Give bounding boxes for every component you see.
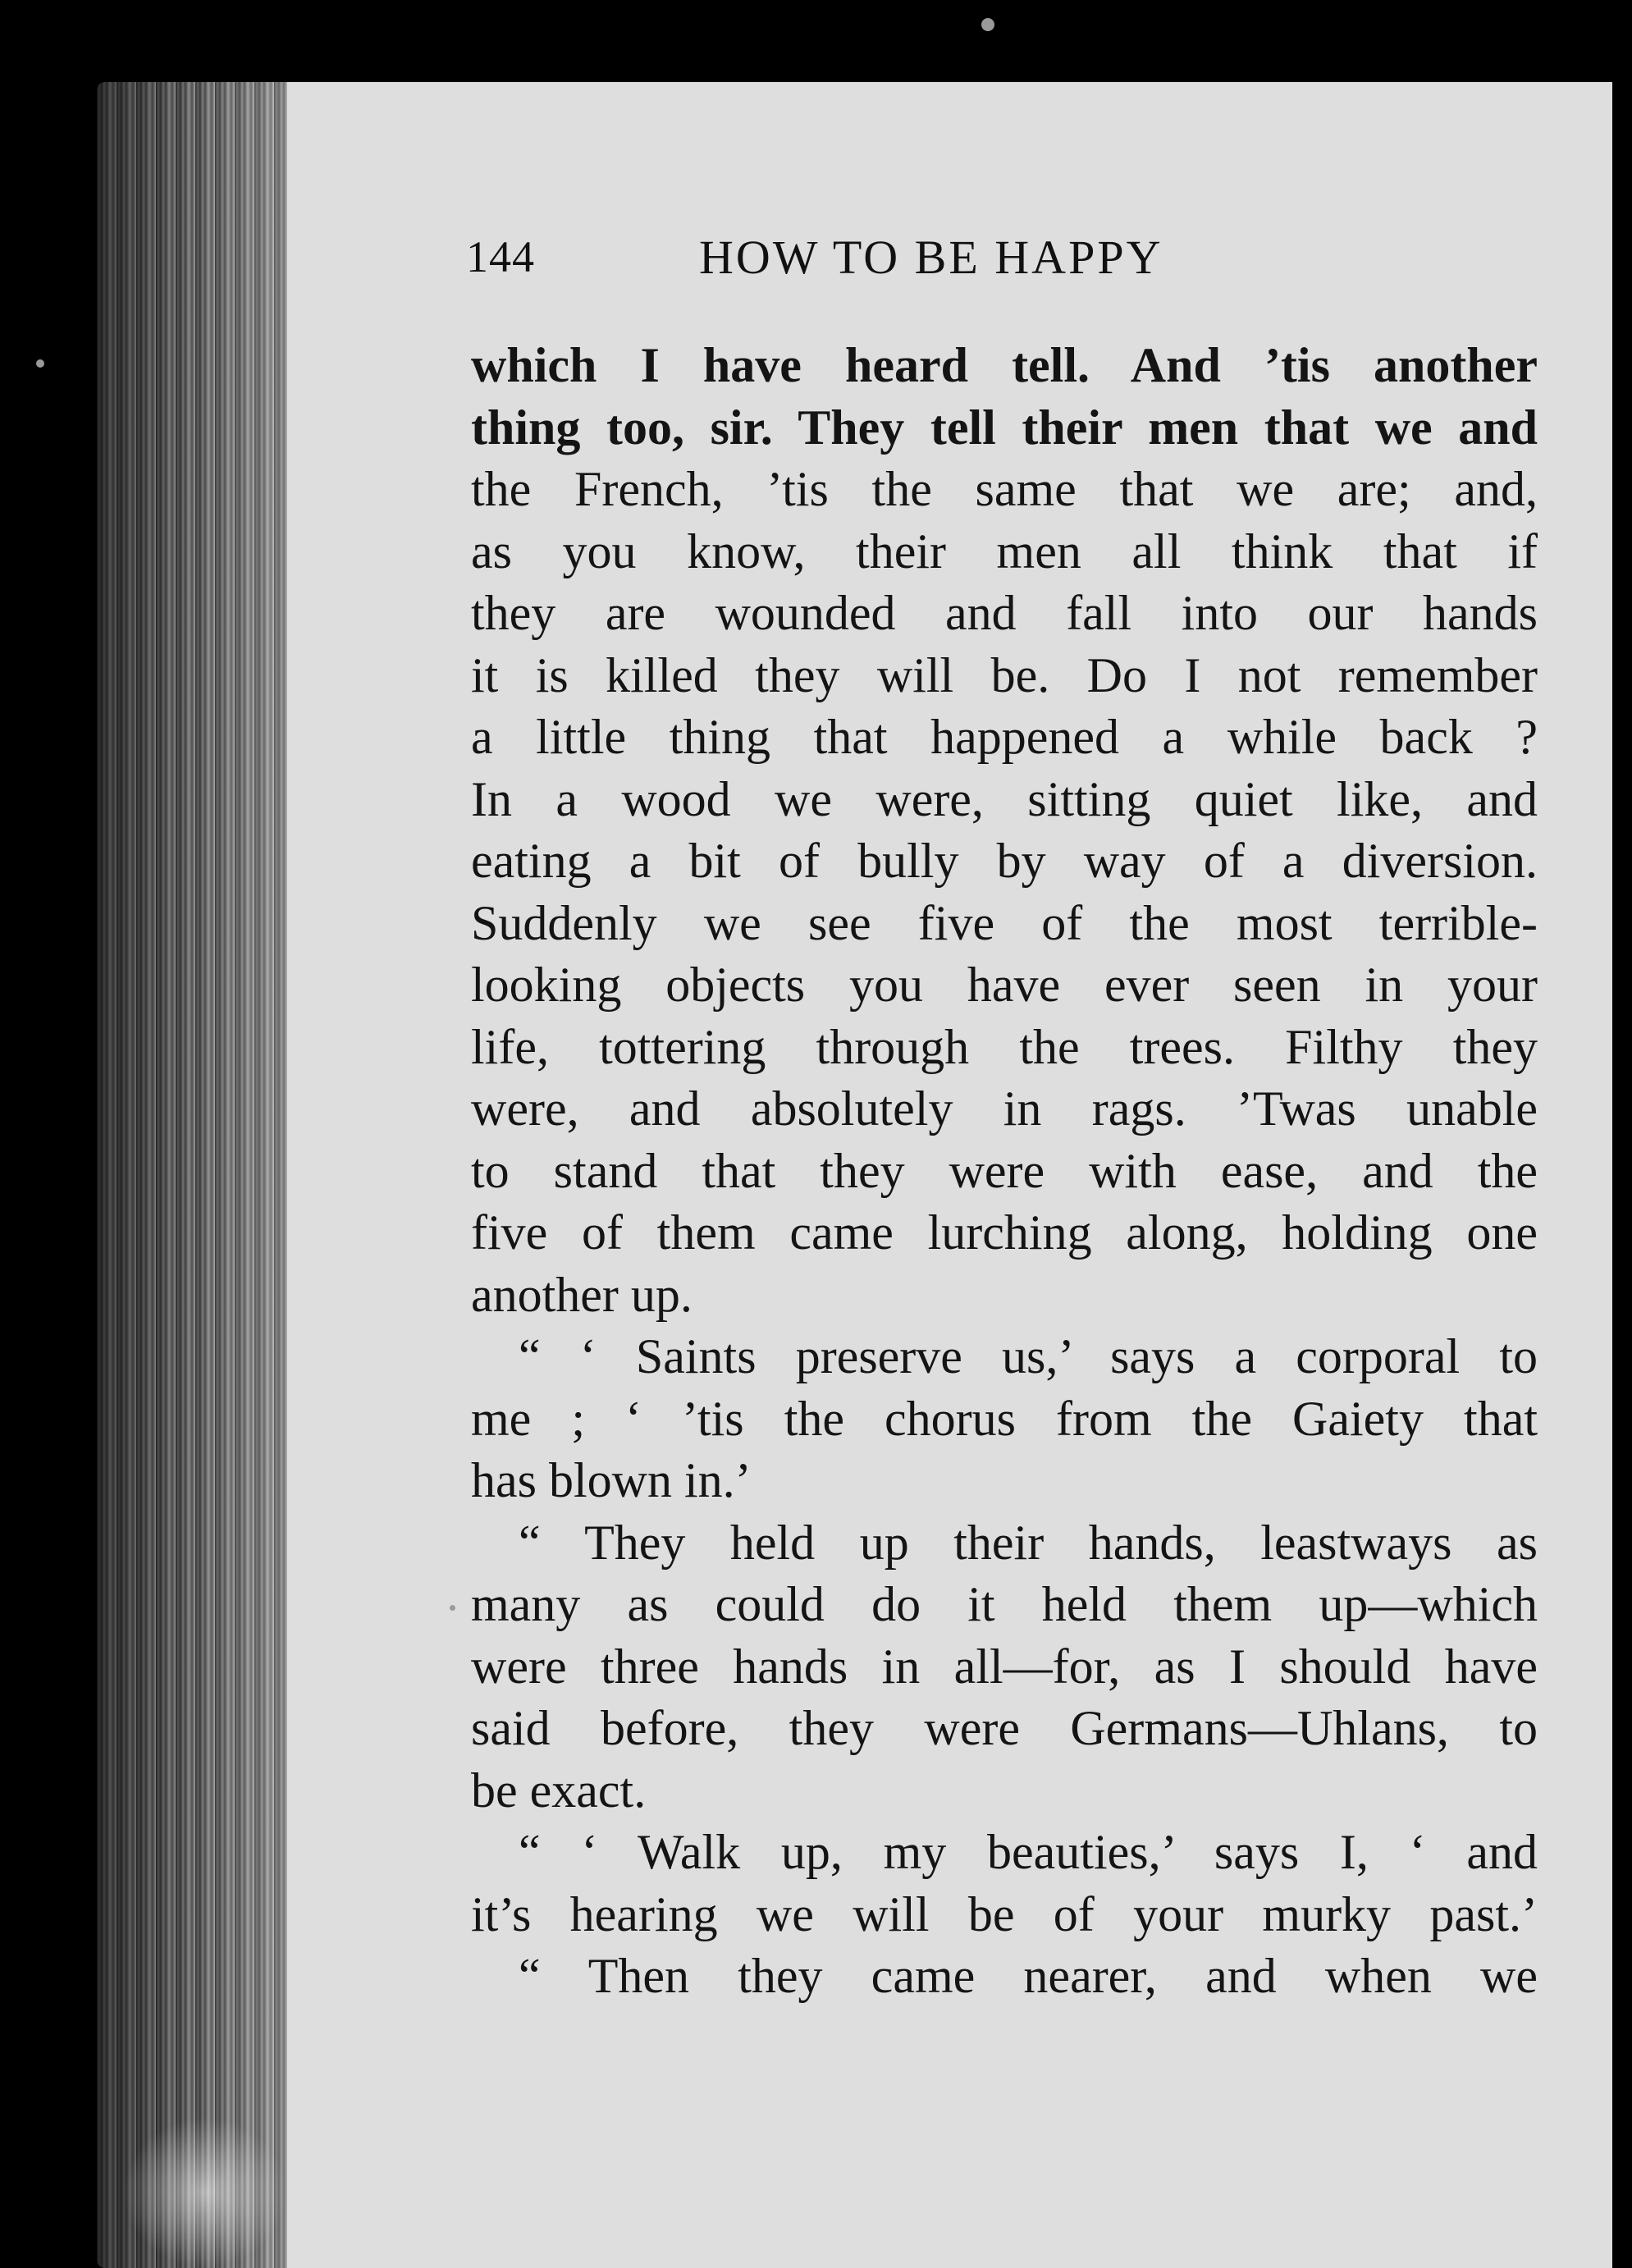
text-line: a little thing that happened a while back ? xyxy=(471,710,1538,764)
text-line: “ They held up their hands, leastways as xyxy=(519,1515,1538,1570)
text-line: which I have heard tell. And ’tis another xyxy=(471,338,1538,392)
text-line: it’s hearing we will be of your murky past.’ xyxy=(471,1886,1538,1941)
page-number: 144 xyxy=(466,232,535,281)
text-line: as you know, their men all think that if xyxy=(471,524,1538,578)
text-line: another up. xyxy=(471,1267,693,1322)
text-line: has blown in.’ xyxy=(471,1453,752,1507)
running-head: HOW TO BE HAPPY xyxy=(699,231,1163,284)
text-line: “ ‘ Walk up, my beauties,’ says I, ‘ and xyxy=(519,1825,1538,1879)
book-page-edges xyxy=(97,82,299,2268)
scan-glare xyxy=(123,2117,287,2268)
text-line: thing too, sir. They tell their men that we and xyxy=(471,400,1538,455)
text-line: they are wounded and fall into our hands xyxy=(471,586,1538,640)
text-line: it is killed they will be. Do I not remember xyxy=(471,647,1538,702)
text-line: eating a bit of bully by way of a diversion. xyxy=(471,834,1538,888)
text-line: were three hands in all—for, as I should have xyxy=(471,1639,1538,1694)
text-line: were, and absolutely in rags. ’Twas unable xyxy=(471,1081,1538,1136)
text-line: “ Then they came nearer, and when we xyxy=(519,1949,1538,2003)
text-line: In a wood we were, sitting quiet like, and xyxy=(471,771,1538,826)
text-line: “ ‘ Saints preserve us,’ says a corporal to xyxy=(519,1329,1538,1383)
text-line: life, tottering through the trees. Filthy they xyxy=(471,1019,1538,1074)
text-line: the French, ’tis the same that we are; and, xyxy=(471,462,1538,516)
text-line: many as could do it held them up—which xyxy=(471,1577,1538,1631)
text-line: to stand that they were with ease, and the xyxy=(471,1143,1538,1198)
scan-speck xyxy=(981,18,994,31)
text-line: looking objects you have ever seen in your xyxy=(471,958,1538,1012)
text-line: five of them came lurching along, holding one xyxy=(471,1205,1538,1260)
scan-speck xyxy=(450,1605,455,1611)
text-line: me ; ‘ ’tis the chorus from the Gaiety that xyxy=(471,1391,1538,1446)
body-text xyxy=(471,335,1538,2008)
text-line: Suddenly we see five of the most terrible- xyxy=(471,895,1538,950)
scan-speck xyxy=(36,359,44,368)
page-header xyxy=(466,222,1287,295)
text-line: said before, they were Germans—Uhlans, to xyxy=(471,1701,1538,1755)
text-line: be exact. xyxy=(471,1763,647,1818)
